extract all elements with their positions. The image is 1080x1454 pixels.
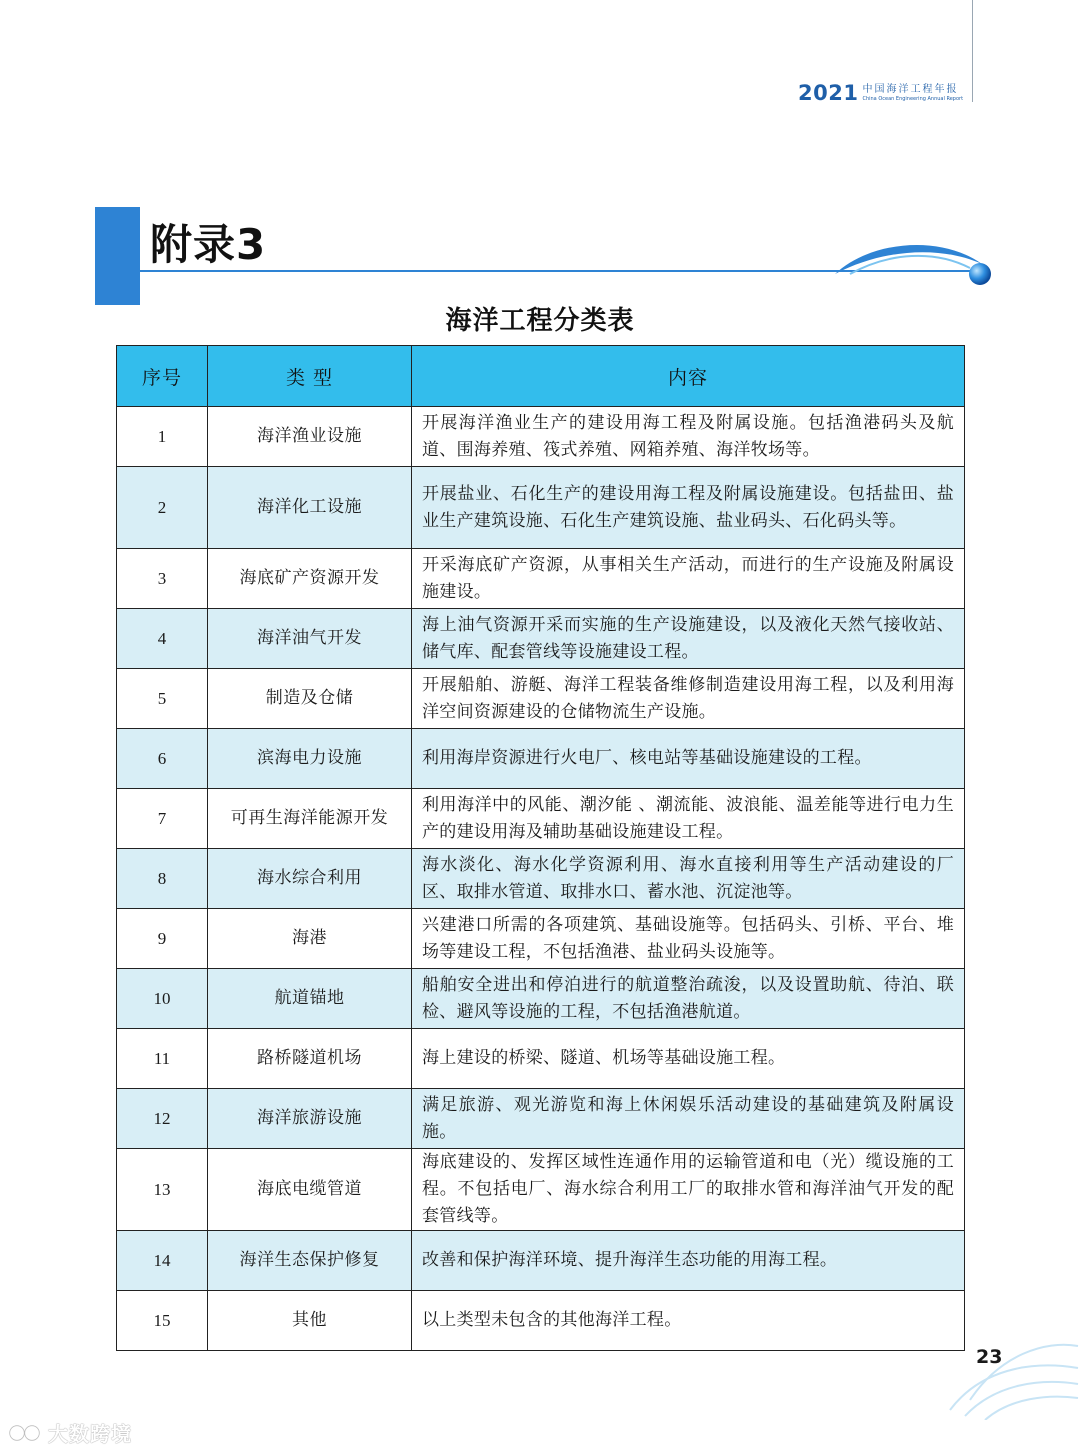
row-type: 海水综合利用: [208, 849, 412, 909]
row-content: 开采海底矿产资源，从事相关生产活动，而进行的生产设施及附属设施建设。: [412, 549, 965, 609]
table-row: [117, 789, 965, 849]
row-content: 满足旅游、观光游览和海上休闲娱乐活动建设的基础建筑及附属设施。: [412, 1089, 965, 1149]
row-type: 制造及仓储: [208, 669, 412, 729]
table-row: [117, 1231, 965, 1291]
row-type: 其他: [208, 1291, 412, 1351]
watermark-logo-icon: [8, 1421, 42, 1445]
table-row: [117, 1291, 965, 1351]
row-number: 14: [117, 1231, 208, 1291]
table-row: [117, 549, 965, 609]
row-content: 开展船舶、游艇、海洋工程装备维修制造建设用海工程，以及利用海洋空间资源建设的仓储物流生产设施。: [412, 669, 965, 729]
column-header-content: 内容: [412, 346, 965, 407]
row-type: 海洋渔业设施: [208, 407, 412, 467]
row-number: 10: [117, 969, 208, 1029]
row-type: 路桥隧道机场: [208, 1029, 412, 1089]
page-number: 23: [976, 1346, 1003, 1368]
row-content: 海底建设的、发挥区域性连通作用的运输管道和电（光）缆设施的工程。不包括电厂、海水综合利用工厂的取排水管和海洋油气开发的配套管线等。: [412, 1149, 965, 1231]
row-content: 开展海洋渔业生产的建设用海工程及附属设施。包括渔港码头及航道、围海养殖、筏式养殖、网箱养殖、海洋牧场等。: [412, 407, 965, 467]
row-type: 滨海电力设施: [208, 729, 412, 789]
row-number: 12: [117, 1089, 208, 1149]
row-number: 3: [117, 549, 208, 609]
row-content: 海上油气资源开采而实施的生产设施建设，以及液化天然气接收站、储气库、配套管线等设施建设工程。: [412, 609, 965, 669]
globe-swoosh-icon: [830, 236, 995, 286]
table-title: 海洋工程分类表: [445, 306, 635, 336]
table-row: [117, 1029, 965, 1089]
ocean-engineering-classification-table: [116, 345, 965, 1351]
row-type: 海底矿产资源开发: [208, 549, 412, 609]
table-row: [117, 467, 965, 549]
row-type: 可再生海洋能源开发: [208, 789, 412, 849]
row-number: 1: [117, 407, 208, 467]
table-row: [117, 969, 965, 1029]
watermark-text: 大数跨境: [48, 1422, 132, 1446]
row-content: 兴建港口所需的各项建筑、基础设施等。包括码头、引桥、平台、堆场等建设工程，不包括渔港、盐业码头设施等。: [412, 909, 965, 969]
row-type: 海洋化工设施: [208, 467, 412, 549]
column-header-number: 序号: [117, 346, 208, 407]
watermark: [8, 1418, 132, 1447]
column-header-type: 类 型: [208, 346, 412, 407]
wave-decoration-icon: [940, 1300, 1080, 1420]
report-title-en: China Ocean Engineering Annual Report: [862, 95, 964, 102]
row-content: 海上建设的桥梁、隧道、机场等基础设施工程。: [412, 1029, 965, 1089]
table-header-row: [117, 346, 965, 407]
row-type: 海港: [208, 909, 412, 969]
header-divider-line: [972, 0, 973, 102]
row-number: 4: [117, 609, 208, 669]
row-number: 2: [117, 467, 208, 549]
row-number: 15: [117, 1291, 208, 1351]
row-content: 海水淡化、海水化学资源利用、海水直接利用等生产活动建设的厂区、取排水管道、取排水口、蓄水池、沉淀池等。: [412, 849, 965, 909]
report-title-cn: 中国海洋工程年报: [862, 83, 959, 95]
row-type: 航道锚地: [208, 969, 412, 1029]
report-brand: [798, 80, 963, 106]
table-row: [117, 407, 965, 467]
report-year: 2021: [798, 81, 859, 105]
row-type: 海洋油气开发: [208, 609, 412, 669]
section-marker-block: [95, 207, 140, 305]
table-row: [117, 909, 965, 969]
table-row: [117, 729, 965, 789]
row-content: 开展盐业、石化生产的建设用海工程及附属设施建设。包括盐田、盐业生产建筑设施、石化生产建筑设施、盐业码头、石化码头等。: [412, 467, 965, 549]
row-content: 以上类型未包含的其他海洋工程。: [412, 1291, 965, 1351]
row-content: 船舶安全进出和停泊进行的航道整治疏浚，以及设置助航、待泊、联检、避风等设施的工程，不包括渔港航道。: [412, 969, 965, 1029]
appendix-title: 附录3: [150, 220, 267, 269]
row-content: 利用海洋中的风能、潮汐能 、潮流能、波浪能、温差能等进行电力生产的建设用海及辅助基础设施建设工程。: [412, 789, 965, 849]
row-number: 11: [117, 1029, 208, 1089]
row-type: 海洋旅游设施: [208, 1089, 412, 1149]
table-row: [117, 669, 965, 729]
row-type: 海洋生态保护修复: [208, 1231, 412, 1291]
row-number: 5: [117, 669, 208, 729]
row-number: 9: [117, 909, 208, 969]
row-number: 13: [117, 1149, 208, 1231]
report-title-block: [862, 85, 963, 102]
table-row: [117, 849, 965, 909]
row-type: 海底电缆管道: [208, 1149, 412, 1231]
row-content: 改善和保护海洋环境、提升海洋生态功能的用海工程。: [412, 1231, 965, 1291]
row-content: 利用海岸资源进行火电厂、核电站等基础设施建设的工程。: [412, 729, 965, 789]
row-number: 6: [117, 729, 208, 789]
table-row: [117, 1089, 965, 1149]
row-number: 8: [117, 849, 208, 909]
table-row: [117, 1149, 965, 1231]
row-number: 7: [117, 789, 208, 849]
table-row: [117, 609, 965, 669]
